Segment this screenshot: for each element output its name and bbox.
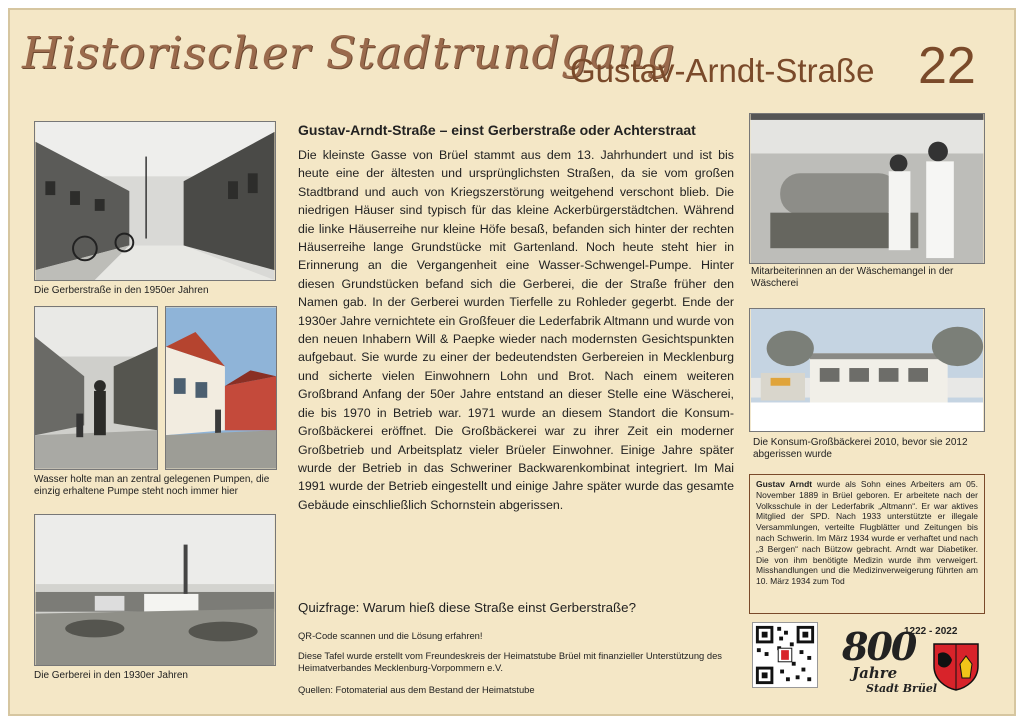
town-crest-icon	[930, 640, 982, 692]
qr-code[interactable]	[752, 622, 818, 688]
board-title: Historischer Stadtrundgang	[22, 28, 676, 79]
photo-gerberei-1930s	[34, 514, 276, 666]
article-body: Die kleinste Gasse von Brüel stammt aus dem 13. Jahrhundert und ist bis heute eine der ältesten und ursprünglichsten Straßen, da sie vom großen Stadtbrand und auch von Kriegszerstörung weitgehend verschont blieb. Die niedrigen Häuser sind typisch für das kleine Ackerbürgerstädtchen. Während die linke Häuserreihe nur kleine Höfe besaß, befanden sich hinter der rechten Häuserreihe lange Grundstücke mit Gartenland. Noch heute steht hier in Erinnerung an die Vergangenheit eine Wasser-Schwengel-Pumpe. Hinter diesen Grundstücken befand sich die Gerberei, die der Straße früher den Namen gab. In der Gerberei wurden Tierfelle zu Rohleder gegerbt. Ende der 1930er Jahre vernichtete ein Großfeuer die Lederfabrik Altmann und wurde von den neuen Inhabern Will & Paepke wieder nach modernsten Gesichtspunkten aufgebaut. Sie wurde zu einer der bedeutendsten Gerbereien in Mecklenburg und sicherte vielen Einwohnern Lohn und Brot. Nach einem weiteren Großbrand Anfang der 50er Jahre entstand an dieser Stelle eine Wäscherei, die bis 1970 in Betrieb war. 1971 wurde an diesem Standort die Konsum-Großbäckerei eröffnet. Die Großbäckerei war zu ihrer Zeit ein moderner Großbetrieb und Arbeitsplatz vieler Brüeler Einwohner. Einige Jahre später wurde der Betrieb in das Schweriner Backwarenkombinat integriert. Im Mai 1991 wurde der Betrieb eingestellt und einige Jahre später wurde das gesamte Gebäude einschließlich Schornstein abgerissen.	[298, 148, 734, 512]
article-heading: Gustav-Arndt-Straße – einst Gerberstraße oder Achterstraat	[298, 122, 696, 138]
jubilee-word: Jahre	[852, 664, 898, 682]
photo-water-pump-today	[165, 306, 277, 470]
caption-photo-4: Mitarbeiterinnen an der Wäschemangel in der Wäscherei	[751, 266, 954, 289]
photo-waeschemangel	[749, 113, 985, 264]
bio-name: Gustav Arndt	[756, 479, 813, 489]
caption-photo-3: Die Gerberei in den 1930er Jahren	[34, 670, 188, 681]
photo-gerberstrasse-1950s	[34, 121, 276, 281]
jubilee-town: Stadt Brüel	[866, 682, 938, 695]
credit-note: Diese Tafel wurde erstellt vom Freundeskreis der Heimatstube Brüel mit finanzieller Unterstützung des Heimatverbandes Mecklenburg-Vorpommern e.V.	[298, 650, 722, 673]
sources-note: Quellen: Fotomaterial aus dem Bestand der Heimatstube	[298, 684, 535, 695]
caption-photo-1: Die Gerberstraße in den 1950er Jahren	[34, 285, 209, 296]
street-name: Gustav-Arndt-Straße	[570, 52, 875, 89]
qr-note: QR-Code scannen und die Lösung erfahren!	[298, 630, 483, 641]
photo-water-pump-historic	[34, 306, 158, 470]
quiz-question: Quizfrage: Warum hieß diese Straße einst Gerberstraße?	[298, 600, 636, 615]
caption-photo-2: Wasser holte man an zentral gelegenen Pumpen, die einzig erhaltene Pumpe steht noch immer hier	[34, 474, 270, 497]
biography-box	[749, 474, 985, 614]
caption-photo-5: Die Konsum-Großbäckerei 2010, bevor sie 2012 abgerissen wurde	[753, 437, 968, 460]
bio-text: wurde als Sohn eines Arbeiters am 05. November 1889 in Brüel geboren. Er arbeitete nach der Volksschule in der Lederfabrik „Altmann“. Er war aktives Mitglied der SPD. Nach 1933 unterstützte er illegale Versammlungen, verteilte Flugblätter und Zeitungen bis nach Schwerin. Im März 1934 wurde er verhaftet und nach „3 Bergen“ nach Bützow gebracht. Arndt war Diabetiker. Die von ihm benötigte Medizin wurde ihm verweigert. Misshandlungen und die Medizinverweigerung führten am 10. März 1934 zum Tod	[756, 479, 978, 587]
station-number: 22	[918, 37, 976, 95]
jubilee-years: 1222 - 2022	[904, 626, 958, 637]
jubilee-number: 800	[842, 624, 916, 669]
photo-konsum-grossbaeckerei	[749, 308, 985, 432]
